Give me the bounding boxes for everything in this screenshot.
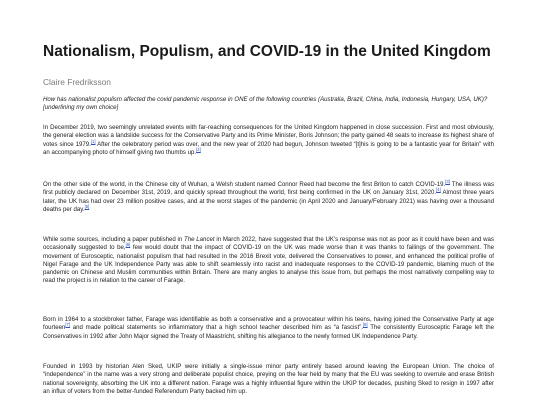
journal-name: The Lancet [184,236,215,243]
p3-text-b: in March 2022, have suggested that the UK's response was not as poor as it could have been and was occasionally suggested to be, [43,236,494,252]
essay-question: How has nationalist populism affected the covid pandemic response in ONE of the following countries (Australia, Brazil, China, India, Indonesia, Hungary, USA, UK)? [underlining my own choice] [43,96,488,112]
paragraph-4 [43,316,494,341]
p1-text-b: After the celebratory period was over, and the new year of 2020 had begun, Johnson tweeted “[t]his is going to be a fantastic year for Britain” with an accompanying photo of himself giving two thumbs up. [43,140,494,156]
p3-text-c: few would doubt that the impact of COVID-19 on the UK was made worse than it was thanks to failings of the government. The movement of Eurosceptic, nationalist populism that had resulted in the 2016 Brexit vote, delivered the Conservatives to power, and enhanced the political profile of Nigel Farage and the UK Independence Party was able to shift seamlessly into racist and inadequate responses to the COVID-19 pandemic, blaming much of the pandemic on Chinese and Muslim communities within Britain. There are many angles to analyse this issue from, but perhaps the most narratively compelling way to read the project is in relation to the career of Farage. [43,244,494,285]
footnote-ref-2[interactable]: [2] [196,146,201,152]
footnote-ref-5[interactable]: [5] [84,203,90,209]
footnote-ref-3[interactable]: [3] [445,178,450,184]
p3-text-a: While some sources, including a paper published in [43,236,185,243]
p4-text-c: The consistently Eurosceptic Farage left the Conservatives in 1992 after John Major signed the Treaty of Maastricht, shifting his allegiance to the newly formed UK Independence Party. [43,324,495,340]
p2-text-b: The illness was first publicly declared on December 31st, 2019, and quickly spread throughout the world, first being confirmed in the UK on January 31st, 2020. [43,181,494,197]
p4-text-a: Born in 1964 to a stockbroker father, Farage was identifiable as both a conservative and a provocateur within his teens, having joined the Conservative Party at age fourteen [43,316,494,332]
author-name: Claire Fredriksson [43,77,111,87]
p2-text-a: On the other side of the world, in the Chinese city of Wuhan, a Welsh student named Connor Reed had become the first Briton to catch COVID-19. [43,181,446,188]
p5-text-a: Founded in 1993 by historian Alen Sked, UKIP were initially a single-issue minor party entirely based around leaving the European Union. The choice of “independence” in the name was a very strong and deliberate populist choice, preying on the fear held by many that the EU was seeking to overrule and erase British national sovereignty, absorbing the UK into a different nation. Farage was a highly influential figure within the UKIP for decades, pushing Sked to resign in 1997 after an influx of voters from the better-funded Referendum Party backed him up. [43,363,494,395]
article-title: Nationalism, Populism, and COVID-19 in the United Kingdom [43,43,491,60]
paragraph-2 [43,178,494,214]
footnote-ref-4[interactable]: [4] [436,187,441,193]
paragraph-1 [43,124,494,157]
paragraph-5 [43,363,494,396]
p4-text-b: and made political statements so inflammatory that a high school teacher described him as “a fascist”. [70,324,363,332]
footnote-ref-1[interactable]: [1] [90,138,96,144]
p2-text-c: Almost three years later, the UK has had over 23 million positive cases, and at the worst stages of the pandemic (in April 2020 and January/February 2021) was having over a thousand deaths per day. [43,189,494,213]
p1-text-a: In December 2019, two seemingly unrelated events with far-reaching consequences for the United Kingdom happened in close succession. First and most obviously, the general election was a landslide success for the Conservative Party and its Prime Minister, Boris Johnson; the party gained 48 seats to increase its highest share of votes since 1979. [43,124,494,148]
footnote-ref-6[interactable]: [6] [125,242,131,248]
paragraph-3 [43,236,494,286]
footnote-ref-7[interactable]: [7] [65,322,71,328]
footnote-ref-8[interactable]: [8] [362,322,368,328]
